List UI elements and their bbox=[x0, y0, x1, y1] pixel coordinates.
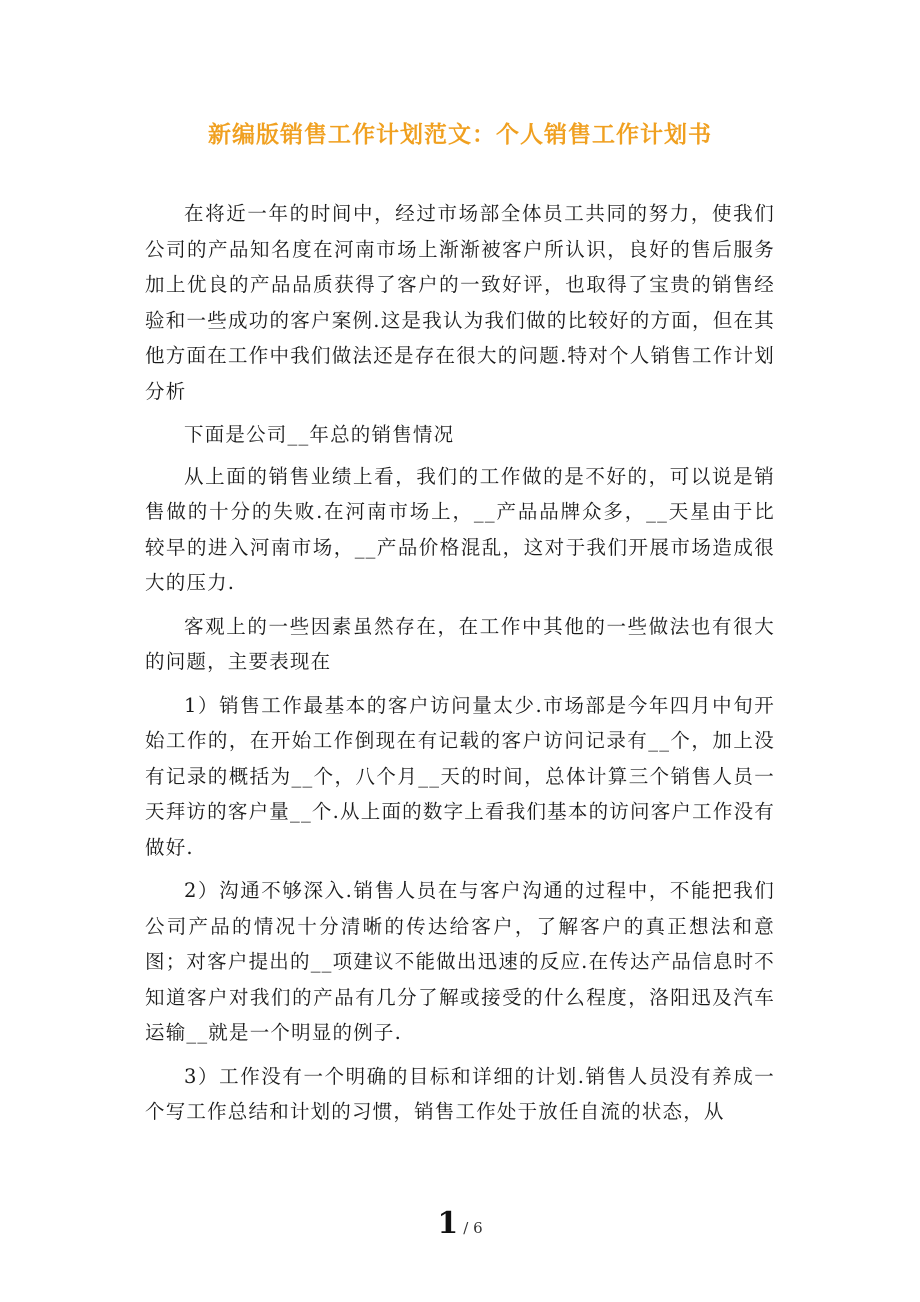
document-body bbox=[145, 196, 775, 1138]
page-number bbox=[0, 1206, 920, 1241]
paragraph-sales-overview: 下面是公司__年总的销售情况 bbox=[184, 423, 455, 446]
document-title: 新编版销售工作计划范文：个人销售工作计划书 bbox=[208, 122, 712, 148]
paragraph-problems: 客观上的一些因素虽然存在，在工作中其他的一些做法也有很大的问题，主要表现在 bbox=[145, 614, 775, 673]
paragraph-performance: 从上面的销售业绩上看，我们的工作做的是不好的，可以说是销售做的十分的失败.在河南市场上，__产品品牌众多，__天星由于比较早的进入河南市场，__产品价格混乱，这对于我们开展市场造成很大的压力. bbox=[145, 464, 775, 594]
paragraph-point-1: 1）销售工作最基本的客户访问量太少.市场部是今年四月中旬开始工作的，在开始工作倒现在有记载的客户访问记录有__个，加上没有记录的概括为__个，八个月__天的时间，总体计算三个销售人员一天拜访的客户量__个.从上面的数字上看我们基本的访问客户工作没有做好. bbox=[145, 693, 775, 859]
current-page: 1 bbox=[437, 1206, 459, 1241]
paragraph-intro: 在将近一年的时间中，经过市场部全体员工共同的努力，使我们公司的产品知名度在河南市场上渐渐被客户所认识，良好的售后服务加上优良的产品品质获得了客户的一致好评，也取得了宝贵的销售经验和一些成功的客户案例.这是我认为我们做的比较好的方面，但在其他方面在工作中我们做法还是存在很大的问题.特对个人销售工作计划分析 bbox=[145, 202, 775, 403]
paragraph-point-2: 2）沟通不够深入.销售人员在与客户沟通的过程中，不能把我们公司产品的情况十分清晰的传达给客户，了解客户的真正想法和意图；对客户提出的__项建议不能做出迅速的反应.在传达产品信息时不知道客户对我们的产品有几分了解或接受的什么程度，洛阳迅及汽车运输__就是一个明显的例子. bbox=[145, 879, 775, 1044]
total-pages: / 6 bbox=[463, 1219, 483, 1237]
paragraph-point-3: 3）工作没有一个明确的目标和详细的计划.销售人员没有养成一个写工作总结和计划的习惯，销售工作处于放任自流的状态，从 bbox=[145, 1064, 775, 1123]
